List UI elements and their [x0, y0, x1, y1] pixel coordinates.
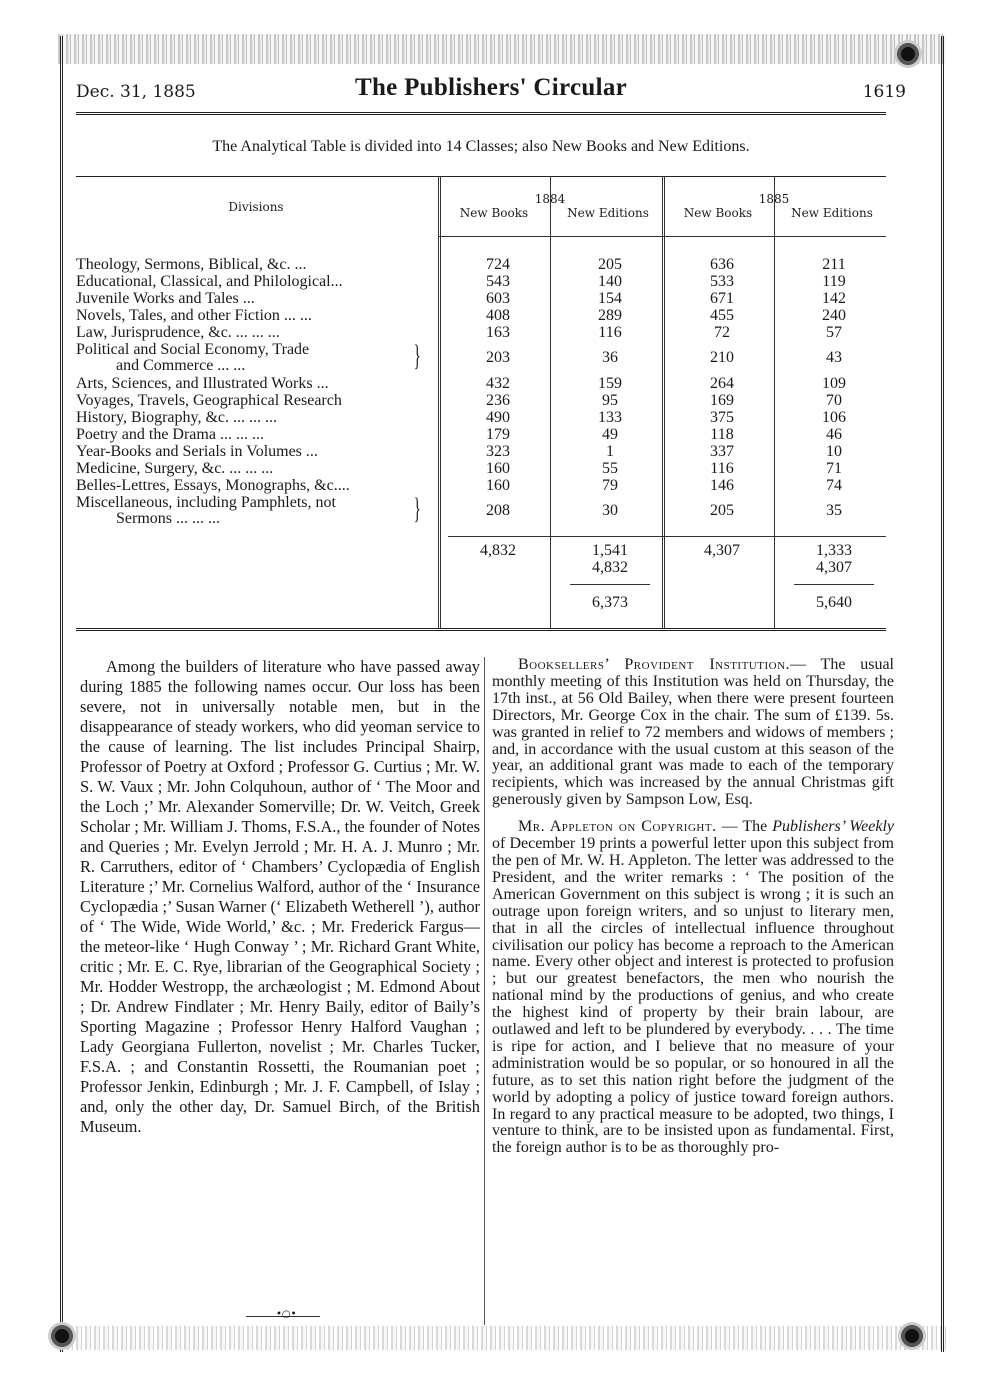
new-editions-1884-cell: 140 — [598, 273, 622, 290]
new-books-1885-cell: 116 — [710, 460, 734, 477]
provident-institution-paragraph — [492, 657, 894, 809]
division-label: Novels, Tales, and other Fiction ... ... — [76, 307, 312, 324]
brace-icon: } — [413, 339, 421, 372]
division-label: Year-Books and Serials in Volumes ... — [76, 443, 318, 460]
running-header — [76, 74, 906, 110]
division-label: Medicine, Surgery, &c. ... ... ... — [76, 460, 274, 477]
publishers-weekly-title: Publishers’ Weekly — [772, 818, 894, 836]
new-editions-1885-cell: 109 — [822, 375, 846, 392]
new-editions-1884-cell: 1 — [606, 443, 614, 460]
new-books-1884-cell: 160 — [486, 460, 510, 477]
division-label: Arts, Sciences, and Illustrated Works ... — [76, 375, 329, 392]
new-editions-1884-cell: 133 — [598, 409, 622, 426]
grand-total-1885: 5,640 — [816, 594, 852, 611]
news-column — [492, 657, 894, 1157]
table-bottom-rule — [76, 628, 886, 631]
total-1885-new-editions: 1,333 — [816, 542, 852, 559]
new-editions-1885-cell: 35 — [826, 502, 842, 519]
new-books-1884-cell: 323 — [486, 443, 510, 460]
new-books-1884-cell: 543 — [486, 273, 510, 290]
total-1884-new-editions: 1,541 — [592, 542, 628, 559]
header-page-number: 1619 — [862, 82, 906, 102]
division-label: History, Biography, &c. ... ... ... — [76, 409, 278, 426]
new-books-1884-cell: 160 — [486, 477, 510, 494]
new-books-1884-cell: 236 — [486, 392, 510, 409]
division-label: Law, Jurisprudence, &c. ... ... ... — [76, 324, 280, 341]
new-editions-1885-cell: 57 — [826, 324, 842, 341]
table-divider — [774, 176, 775, 628]
division-label: Miscellaneous, including Pamphlets, not — [76, 494, 336, 511]
new-editions-1885-cell: 71 — [826, 460, 842, 477]
appleton-copyright-body-cont: of December 19 prints a powerful letter upon this subject from the pen of Mr. W. H. Appleton. The letter was addressed to the President, and the writer remarks : ‘ The position of the American Government on this subject is wrong ; it is such an outrage upon foreign writers, and so unjust to literary men, that in all the circles of intellectual influence throughout civilisation our policy has become a reproach to the American name. Every other object and interest is protected to profusion ; but our greatest benefactors, the men who nourish the national mind by the productions of genius, and who create the highest kind of property by their brain labour, are outlawed and left to be plundered by everybody. . . . The time is ripe for action, and I believe that no measure of your administration would be so popular, or so honoured in all the future, as to set this nation right before the judgment of the world by adopting a policy of justice toward foreign authors. In regard to any practical measure to be adopted, two things, I venture to think, are to be insisted upon as fundamental. First, the foreign author is to be as thoroughly pro- — [492, 835, 894, 1157]
table-divider — [662, 176, 665, 628]
totals-rule — [448, 536, 886, 537]
division-label: Theology, Sermons, Biblical, &c. ... — [76, 256, 307, 273]
analytical-table — [76, 176, 886, 628]
new-editions-1884-cell: 289 — [598, 307, 622, 324]
new-books-1885-cell: 671 — [710, 290, 734, 307]
table-divider — [550, 176, 551, 628]
new-editions-1885-cell: 119 — [822, 273, 846, 290]
new-books-1884-cell: 179 — [486, 426, 510, 443]
header-underline — [438, 236, 886, 237]
new-editions-1885-cell: 142 — [822, 290, 846, 307]
new-books-1884-cell: 163 — [486, 324, 510, 341]
corner-ornament-icon — [898, 1322, 926, 1350]
new-books-1885-cell: 210 — [710, 349, 734, 366]
new-editions-1885-cell: 211 — [822, 256, 846, 273]
new-books-1885-cell: 118 — [710, 426, 734, 443]
division-label-cont: Sermons ... ... ... — [116, 510, 220, 527]
new-editions-1884-cell: 30 — [602, 502, 618, 519]
corner-ornament-icon — [894, 40, 922, 68]
new-editions-1884-cell: 49 — [602, 426, 618, 443]
new-books-1885-cell: 455 — [710, 307, 734, 324]
new-books-1885-cell: 72 — [714, 324, 730, 341]
table-divider — [438, 176, 441, 628]
new-books-1885-cell: 169 — [710, 392, 734, 409]
new-editions-1885-cell: 70 — [826, 392, 842, 409]
new-books-1884-cell: 432 — [486, 375, 510, 392]
division-label: Political and Social Economy, Trade — [76, 341, 310, 358]
header-new-editions-1884: New Editions — [567, 206, 649, 220]
new-books-1885-cell: 636 — [710, 256, 734, 273]
header-title: The Publishers' Circular — [354, 74, 628, 101]
new-editions-1884-cell: 116 — [598, 324, 622, 341]
header-year-1884: 1884 — [534, 192, 566, 206]
new-editions-1884-cell: 79 — [602, 477, 618, 494]
provident-institution-heading: Booksellers’ Provident Institution. — [518, 656, 791, 673]
total-1884-new-books: 4,832 — [480, 542, 516, 559]
new-editions-1885-cell: 10 — [826, 443, 842, 460]
table-intro: The Analytical Table is divided into 14 Classes; also New Books and New Editions. — [212, 138, 750, 155]
new-editions-1884-cell: 95 — [602, 392, 618, 409]
new-editions-1885-cell: 240 — [822, 307, 846, 324]
obituary-paragraph: Among the builders of literature who have passed away during 1885 the following names occur. Our loss has been severe, not in universally notable men, but in the disappearance of steady workers, who did yeoman service to the cause of learning. The list includes Principal Shairp, Professor of Poetry at Oxford ; Professor G. Curtius ; Mr. W. S. W. Vaux ; Mr. John Colquhoun, author of ‘ The Moor and the Loch ;’ Mr. Alexander Somerville; Dr. W. Veitch, Greek Scholar ; Mr. William J. Thoms, F.S.A., the founder of Notes and Queries ; Mr. Evelyn Jerrold ; Mr. H. A. J. Munro ; Mr. R. Carruthers, editor of ‘ Chambers’ Cyclopædia of English Literature ;’ Mr. Cornelius Walford, author of the ‘ Insurance Cyclopædia ;’ Susan Warner (‘ Elizabeth Wetherell ’), author of ‘ The Wide, Wide World,’ &c. ; Mr. Frederick Fargus—the meteor-like ‘ Hugh Conway ’ ; Mr. Richard Grant White, critic ; Mr. E. C. Rye, librarian of the Geographical Society ; Mr. Hodder Westropp, the archæologist ; M. Edmond About ; Dr. Andrew Findlater ; Mr. Henry Baily, editor of Baily’s Sporting Magazine ; Professor Henry Halford Vaughan ; Lady Georgiana Fullerton, novelist ; Mr. Charles Tucker, F.S.A. ; and Constantin Rossetti, the Roumanian poet ; Professor Jenkin, Edinburgh ; Mr. J. F. Campbell, of Islay ; and, only the other day, Dr. Samuel Birch, of the British Museum. — [80, 657, 480, 1136]
ornament-dots-icon: •○• — [276, 1309, 297, 1320]
division-label: Voyages, Travels, Geographical Research — [76, 392, 342, 409]
new-editions-1885-cell: 43 — [826, 349, 842, 366]
grand-total-1884: 6,373 — [592, 594, 628, 611]
provident-institution-body: — The usual monthly meeting of this Institution was held on Thursday, the 17th inst., at 56 Old Bailey, when there were present fourteen Directors, Mr. George Cox in the chair. The sum of £139. 5s. was granted in relief to 72 members and widows of members ; and, in accordance with the usual custom at this season of the year, an additional grant was made to each of the temporary recipients, which was increased by the annual Christmas gift generously given by Sampson Low, Esq. — [492, 656, 894, 809]
new-books-1884-cell: 724 — [486, 256, 510, 273]
carried-1884-new-books: 4,832 — [592, 559, 628, 576]
new-editions-1884-cell: 154 — [598, 290, 622, 307]
new-editions-1884-cell: 159 — [598, 375, 622, 392]
new-books-1884-cell: 603 — [486, 290, 510, 307]
header-new-editions-1885: New Editions — [791, 206, 873, 220]
new-editions-1885-cell: 46 — [826, 426, 842, 443]
new-books-1885-cell: 146 — [710, 477, 734, 494]
appleton-copyright-heading: Mr. Appleton on Copyright. — [518, 818, 717, 836]
new-books-1885-cell: 337 — [710, 443, 734, 460]
new-books-1885-cell: 375 — [710, 409, 734, 426]
section-end-ornament — [246, 1309, 320, 1320]
grand-total-rule — [570, 584, 650, 585]
header-new-books-1885: New Books — [683, 206, 753, 220]
new-books-1884-cell: 203 — [486, 349, 510, 366]
division-label: Educational, Classical, and Philological... — [76, 273, 343, 290]
carried-1885-new-books: 4,307 — [816, 559, 852, 576]
new-books-1885-cell: 205 — [710, 502, 734, 519]
obituary-column — [80, 657, 480, 1137]
grand-total-rule — [794, 584, 874, 585]
new-editions-1884-cell: 55 — [602, 460, 618, 477]
new-editions-1885-cell: 74 — [826, 477, 842, 494]
new-books-1884-cell: 408 — [486, 307, 510, 324]
new-books-1885-cell: 264 — [710, 375, 734, 392]
division-label: Poetry and the Drama ... ... ... — [76, 426, 264, 443]
appleton-copyright-paragraph — [492, 819, 894, 1157]
new-books-1884-cell: 208 — [486, 502, 510, 519]
header-new-books-1884: New Books — [459, 206, 529, 220]
new-books-1885-cell: 533 — [710, 273, 734, 290]
new-editions-1884-cell: 205 — [598, 256, 622, 273]
header-rule — [76, 112, 886, 115]
header-date: Dec. 31, 1885 — [76, 82, 196, 102]
division-label: Juvenile Works and Tales ... — [76, 290, 255, 307]
division-label-cont: and Commerce ... ... — [116, 357, 246, 374]
total-1885-new-books: 4,307 — [704, 542, 740, 559]
column-separator — [484, 657, 485, 1325]
new-books-1884-cell: 490 — [486, 409, 510, 426]
header-year-1885: 1885 — [758, 192, 790, 206]
new-editions-1885-cell: 106 — [822, 409, 846, 426]
header-divisions: Divisions — [228, 200, 284, 214]
division-label: Belles-Lettres, Essays, Monographs, &c.... — [76, 477, 350, 494]
corner-ornament-icon — [48, 1322, 76, 1350]
brace-icon: } — [413, 492, 421, 525]
appleton-copyright-body: — The — [716, 818, 773, 836]
new-editions-1884-cell: 36 — [602, 349, 618, 366]
